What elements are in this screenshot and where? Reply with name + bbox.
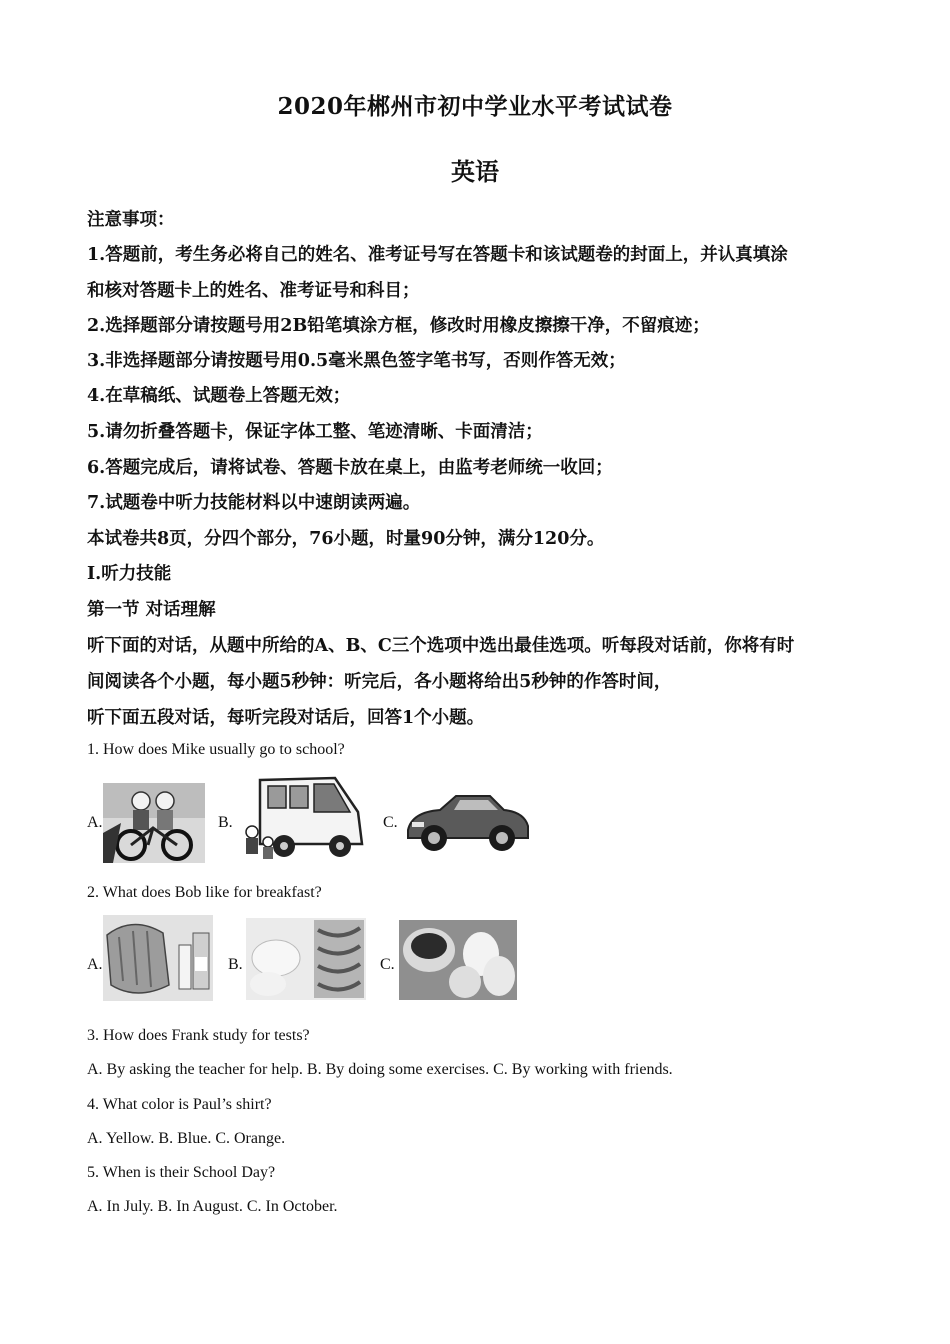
option-b-label: B. [218, 814, 233, 831]
notice-heading: 注意事项： [87, 210, 175, 230]
notice-line: 4.在草稿纸、试题卷上答题无效； [87, 386, 351, 406]
exam-summary: 本试卷共8页，分四个部分，76小题，时量90分钟，满分120分。 [87, 529, 605, 549]
instruction-line: 听下面的对话，从题中所给的A、B、C三个选项中选出最佳选项。听每段对话前，你将有时 [87, 636, 795, 656]
option-a-label: A. [87, 956, 103, 973]
school-bus-picture [240, 772, 368, 864]
coffee-and-eggs-picture [399, 920, 517, 1000]
bicycle-riders-picture [103, 783, 205, 863]
notice-line: 1.答题前，考生务必将自己的姓名、准考证号写在答题卡和该试题卷的封面上，并认真填涂 [87, 245, 788, 265]
notice-line: 3.非选择题部分请按题号用0.5毫米黑色签字笔书写，否则作答无效； [87, 351, 626, 371]
section-heading: Ⅰ.听力技能 [87, 564, 172, 584]
car-picture [404, 786, 532, 858]
bread-and-milk-picture [103, 915, 213, 1001]
notice-line: 5.请勿折叠答题卡，保证字体工整、笔迹清晰、卡面清洁； [87, 422, 543, 442]
part-heading: 第一节 对话理解 [87, 600, 216, 620]
bread-rolls-picture [246, 918, 366, 1000]
question-4: 4. What color is Paul’s shirt? [87, 1096, 272, 1113]
question-1: 1. How does Mike usually go to school? [87, 741, 345, 758]
question-5-options: A. In July. B. In August. C. In October. [87, 1198, 338, 1215]
option-c-label: C. [383, 814, 398, 831]
notice-line: 2.选择题部分请按题号用2B铅笔填涂方框，修改时用橡皮擦擦干净，不留痕迹； [87, 316, 710, 336]
notice-line: 和核对答题卡上的姓名、准考证号和科目； [87, 281, 420, 301]
notice-line: 7.试题卷中听力技能材料以中速朗读两遍。 [87, 493, 421, 513]
instruction-line: 听下面五段对话，每听完段对话后，回答1个小题。 [87, 708, 485, 728]
question-3: 3. How does Frank study for tests? [87, 1027, 310, 1044]
instruction-line: 间阅读各个小题，每小题5秒钟：听完后，各小题将给出5秒钟的作答时间， [87, 672, 672, 692]
exam-title: 2020年郴州市初中学业水平考试试卷 [277, 93, 673, 120]
question-2: 2. What does Bob like for breakfast? [87, 884, 322, 901]
subject-title: 英语 [451, 157, 499, 186]
option-b-label: B. [228, 956, 243, 973]
question-5: 5. When is their School Day? [87, 1164, 276, 1181]
option-c-label: C. [380, 956, 395, 973]
question-4-options: A. Yellow. B. Blue. C. Orange. [87, 1130, 286, 1147]
notice-line: 6.答题完成后，请将试卷、答题卡放在桌上，由监考老师统一收回； [87, 458, 613, 478]
option-a-label: A. [87, 814, 103, 831]
question-3-options: A. By asking the teacher for help. B. By doing some exercises. C. By working with friends. [87, 1061, 673, 1078]
